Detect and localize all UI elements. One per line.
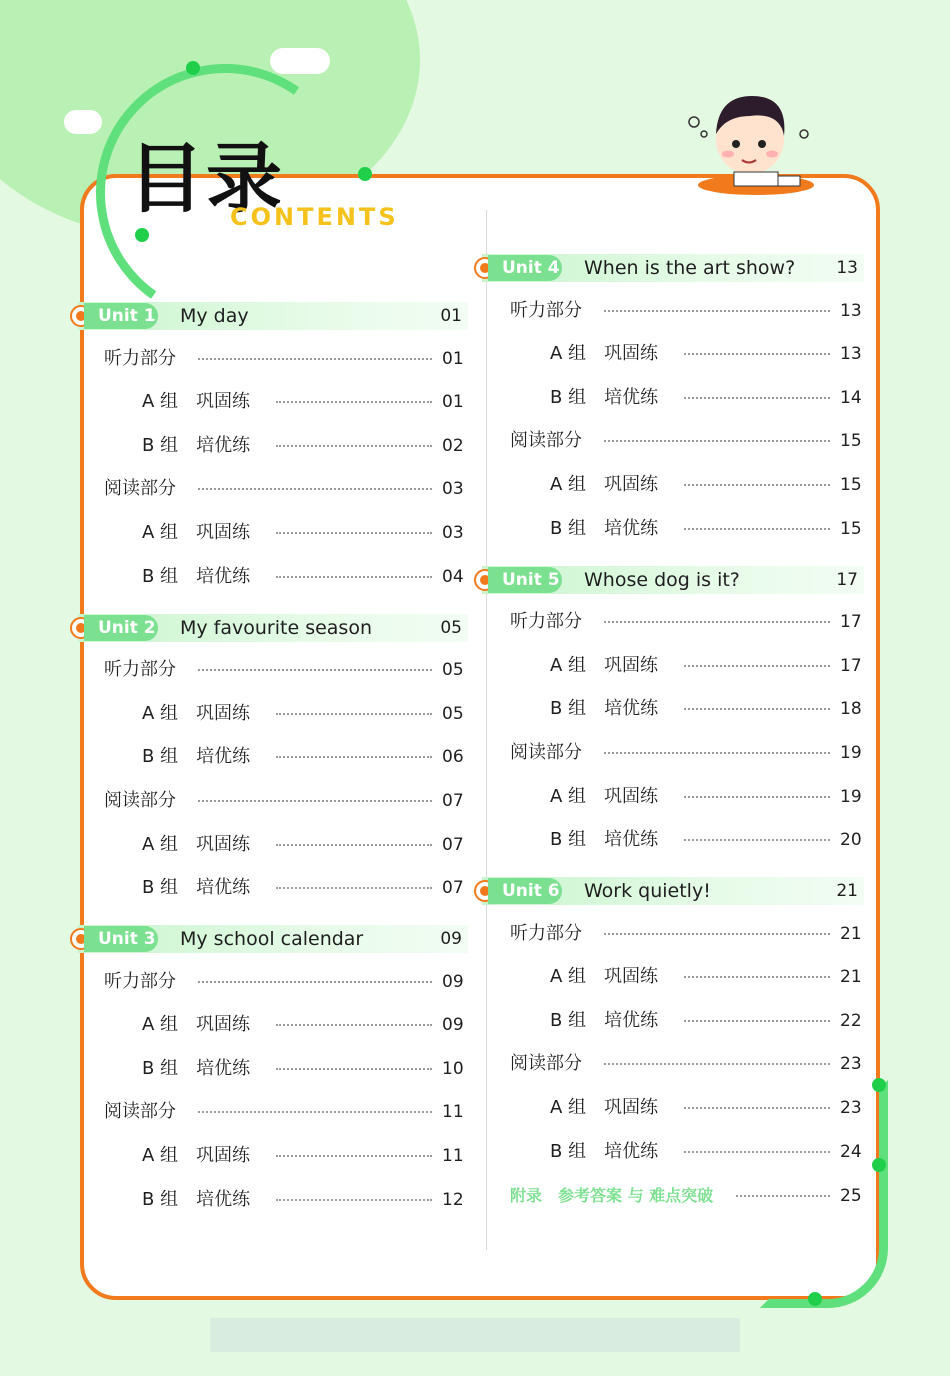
dot-leader: [604, 621, 830, 623]
toc-entry-page: 15: [840, 475, 862, 495]
toc-entry-page: 11: [442, 1146, 464, 1166]
unit-title: My school calendar: [180, 928, 364, 950]
toc-entry-label: A 组 巩固练: [550, 966, 659, 988]
dot-leader: [684, 484, 830, 486]
toc-entry-label: A 组 巩固练: [142, 833, 251, 855]
toc-entry-page: 17: [840, 655, 862, 676]
dot-leader: [276, 1199, 432, 1201]
toc-entry-label: 阅读部分: [510, 1053, 582, 1075]
toc-entry-label: A 组 巩固练: [550, 1097, 659, 1118]
unit-title: Whose dog is it?: [584, 568, 740, 591]
unit-header-row[interactable]: [474, 254, 864, 282]
dot-leader: [604, 1063, 830, 1065]
dot-leader: [684, 1151, 830, 1153]
toc-entry[interactable]: [70, 788, 468, 814]
toc-entry[interactable]: [474, 1051, 864, 1077]
toc-entry-page: 14: [840, 387, 862, 408]
unit-number: Unit 3: [84, 926, 158, 952]
dot-leader: [684, 796, 830, 798]
toc-entry-page: 22: [840, 1010, 862, 1031]
toc-entry-label: B 组 培优练: [550, 1009, 659, 1031]
dot-leader: [604, 440, 830, 442]
toc-entry[interactable]: [70, 520, 468, 546]
toc-entry[interactable]: [474, 1139, 864, 1165]
unit-title: When is the art show?: [584, 257, 796, 279]
unit-title: My day: [180, 305, 249, 327]
dot-leader: [684, 708, 830, 710]
dot-leader: [276, 401, 432, 403]
toc-entry-label: B 组 培优练: [142, 1188, 251, 1210]
toc-entry-page: 13: [840, 300, 862, 321]
toc-entry[interactable]: [474, 1095, 864, 1121]
toc-entry-page: 02: [442, 435, 464, 456]
toc-entry-label: 听力部分: [510, 611, 582, 633]
toc-entry[interactable]: [70, 657, 468, 683]
toc-entry-label: A 组 巩固练: [142, 702, 251, 724]
right-column: [474, 0, 864, 1376]
unit-page-number: 09: [440, 929, 462, 949]
toc-entry[interactable]: [474, 740, 864, 766]
toc-entry-label: 阅读部分: [510, 430, 582, 452]
toc-entry[interactable]: [70, 1056, 468, 1082]
toc-entry[interactable]: [474, 428, 864, 454]
toc-entry-label: A 组 巩固练: [550, 343, 659, 365]
toc-entry-page: 05: [442, 703, 464, 724]
dot-leader: [604, 933, 830, 935]
toc-entry[interactable]: [70, 701, 468, 727]
dot-leader: [276, 713, 432, 715]
toc-entry-page: 04: [442, 566, 464, 587]
toc-entry-label: A 组 巩固练: [142, 391, 251, 413]
dot-leader: [276, 445, 432, 447]
appendix-label: 附录 参考答案 与 难点突破: [510, 1186, 714, 1205]
toc-entry-page: 21: [840, 967, 862, 988]
toc-entry[interactable]: [474, 827, 864, 853]
toc-entry[interactable]: [70, 389, 468, 415]
toc-entry-page: 07: [442, 878, 464, 899]
toc-entry-label: B 组 培优练: [142, 1057, 251, 1079]
dot-leader: [684, 397, 830, 399]
toc-entry-label: B 组 培优练: [550, 517, 659, 539]
toc-entry[interactable]: [70, 1012, 468, 1038]
dot-leader: [198, 488, 432, 490]
toc-entry[interactable]: [70, 875, 468, 901]
dot-leader: [276, 1068, 432, 1070]
unit-number: Unit 1: [84, 303, 158, 329]
toc-entry-label: A 组 巩固练: [550, 785, 659, 807]
appendix-page: 25: [840, 1186, 862, 1206]
dot-leader: [684, 976, 830, 978]
toc-entry-page: 15: [840, 431, 862, 452]
toc-entry-label: A 组 巩固练: [550, 474, 659, 495]
toc-entry-page: 19: [840, 742, 862, 763]
toc-entry[interactable]: [70, 564, 468, 590]
toc-entry[interactable]: [70, 1187, 468, 1213]
dot-leader: [276, 532, 432, 534]
footer-bar: [210, 1318, 740, 1352]
dot-leader: [198, 1111, 432, 1113]
toc-entry[interactable]: [474, 653, 864, 679]
toc-entry-label: A 组 巩固练: [550, 654, 659, 676]
toc-entry-page: 15: [840, 518, 862, 539]
unit-page-number: 13: [836, 258, 858, 278]
dot-leader: [198, 981, 432, 983]
dot-leader: [276, 576, 432, 578]
toc-entry[interactable]: [70, 476, 468, 502]
unit-header-row[interactable]: [474, 566, 864, 594]
dot-leader: [684, 1020, 830, 1022]
toc-entry-label: 听力部分: [104, 659, 176, 681]
unit-header-row[interactable]: [70, 302, 468, 330]
toc-entry[interactable]: [70, 832, 468, 858]
unit-header-row[interactable]: [70, 925, 468, 953]
toc-entry[interactable]: [474, 609, 864, 635]
toc-entry-page: 18: [840, 699, 862, 720]
toc-entry[interactable]: [474, 298, 864, 324]
toc-entry-label: B 组 培优练: [550, 829, 659, 851]
dot-leader: [198, 358, 432, 360]
toc-entry[interactable]: [474, 784, 864, 810]
toc-entry-label: 阅读部分: [104, 478, 176, 500]
dot-leader: [604, 310, 830, 312]
unit-page-number: 01: [440, 306, 462, 326]
toc-entry-label: B 组 培优练: [550, 386, 659, 408]
toc-entry[interactable]: [70, 346, 468, 372]
toc-entry-page: 07: [442, 790, 464, 811]
dot-leader: [198, 669, 432, 671]
toc-entry[interactable]: [70, 744, 468, 770]
toc-entry-page: 21: [840, 923, 862, 944]
toc-entry-label: B 组 培优练: [142, 746, 251, 768]
unit-number: Unit 6: [488, 878, 562, 904]
toc-entry-label: 听力部分: [510, 922, 582, 944]
toc-entry[interactable]: [70, 433, 468, 459]
unit-title: My favourite season: [180, 616, 372, 639]
toc-entry-page: 10: [442, 1058, 464, 1079]
dot-leader: [684, 665, 830, 667]
toc-entry-label: 听力部分: [104, 347, 176, 369]
dot-leader: [276, 844, 432, 846]
arc-dot-decoration: [872, 1158, 886, 1172]
unit-title: Work quietly!: [584, 880, 711, 902]
toc-entry-label: B 组 培优练: [142, 434, 251, 456]
toc-entry-page: 17: [840, 612, 862, 633]
dot-leader: [684, 353, 830, 355]
toc-entry-page: 20: [840, 830, 862, 851]
unit-page-number: 21: [836, 881, 858, 901]
toc-entry[interactable]: [474, 472, 864, 498]
toc-entry-label: B 组 培优练: [550, 1140, 659, 1162]
dot-leader: [276, 756, 432, 758]
unit-page-number: 05: [440, 617, 462, 638]
dot-leader: [736, 1195, 830, 1197]
unit-header-row[interactable]: [474, 877, 864, 905]
dot-leader: [276, 1155, 432, 1157]
unit-header-row[interactable]: [70, 614, 468, 642]
toc-entry-label: 阅读部分: [104, 1101, 176, 1123]
page-title: 目录: [128, 134, 284, 223]
arc-dot-decoration: [872, 1078, 886, 1092]
toc-entry[interactable]: [70, 969, 468, 995]
dot-leader: [198, 800, 432, 802]
toc-entry[interactable]: [474, 964, 864, 990]
toc-entry-page: 01: [442, 348, 464, 369]
toc-entry-page: 12: [442, 1189, 464, 1210]
toc-entry-label: A 组 巩固练: [142, 522, 251, 543]
toc-entry-page: 07: [442, 834, 464, 855]
toc-entry[interactable]: [70, 1099, 468, 1125]
page-subtitle: CONTENTS: [230, 203, 399, 231]
dot-leader: [684, 1107, 830, 1109]
toc-entry-label: B 组 培优练: [142, 565, 251, 587]
toc-entry-label: 听力部分: [510, 299, 582, 321]
toc-entry-page: 24: [840, 1141, 862, 1162]
unit-page-number: 17: [836, 569, 858, 590]
toc-entry[interactable]: [474, 921, 864, 947]
toc-entry-page: 06: [442, 747, 464, 768]
toc-entry-label: 阅读部分: [104, 789, 176, 811]
toc-entry-page: 09: [442, 1015, 464, 1036]
toc-entry-label: 阅读部分: [510, 741, 582, 763]
toc-entry[interactable]: [474, 696, 864, 722]
toc-entry-label: A 组 巩固练: [142, 1014, 251, 1036]
appendix-entry[interactable]: [474, 1183, 864, 1209]
toc-entry[interactable]: [474, 1008, 864, 1034]
toc-entry[interactable]: [474, 385, 864, 411]
toc-entry-page: 11: [442, 1102, 464, 1123]
toc-entry-page: 03: [442, 479, 464, 500]
toc-entry-page: 03: [442, 523, 464, 543]
toc-entry-label: A 组 巩固练: [142, 1145, 251, 1166]
toc-entry-page: 23: [840, 1098, 862, 1118]
toc-entry-page: 19: [840, 786, 862, 807]
dot-leader: [684, 839, 830, 841]
toc-entry-page: 05: [442, 660, 464, 681]
toc-entry[interactable]: [70, 1143, 468, 1169]
toc-entry-label: B 组 培优练: [550, 698, 659, 720]
toc-entry-page: 23: [840, 1054, 862, 1075]
toc-entry-page: 01: [442, 392, 464, 413]
unit-number: Unit 5: [488, 567, 562, 593]
toc-entry[interactable]: [474, 516, 864, 542]
toc-entry-page: 09: [442, 971, 464, 992]
dot-leader: [276, 887, 432, 889]
dot-leader: [604, 752, 830, 754]
unit-number: Unit 4: [488, 255, 562, 281]
left-column: [70, 0, 470, 1376]
toc-entry[interactable]: [474, 341, 864, 367]
toc-entry-label: 听力部分: [104, 970, 176, 992]
dot-leader: [684, 528, 830, 530]
toc-entry-page: 13: [840, 344, 862, 365]
unit-number: Unit 2: [84, 615, 158, 641]
dot-leader: [276, 1024, 432, 1026]
toc-entry-label: B 组 培优练: [142, 877, 251, 899]
